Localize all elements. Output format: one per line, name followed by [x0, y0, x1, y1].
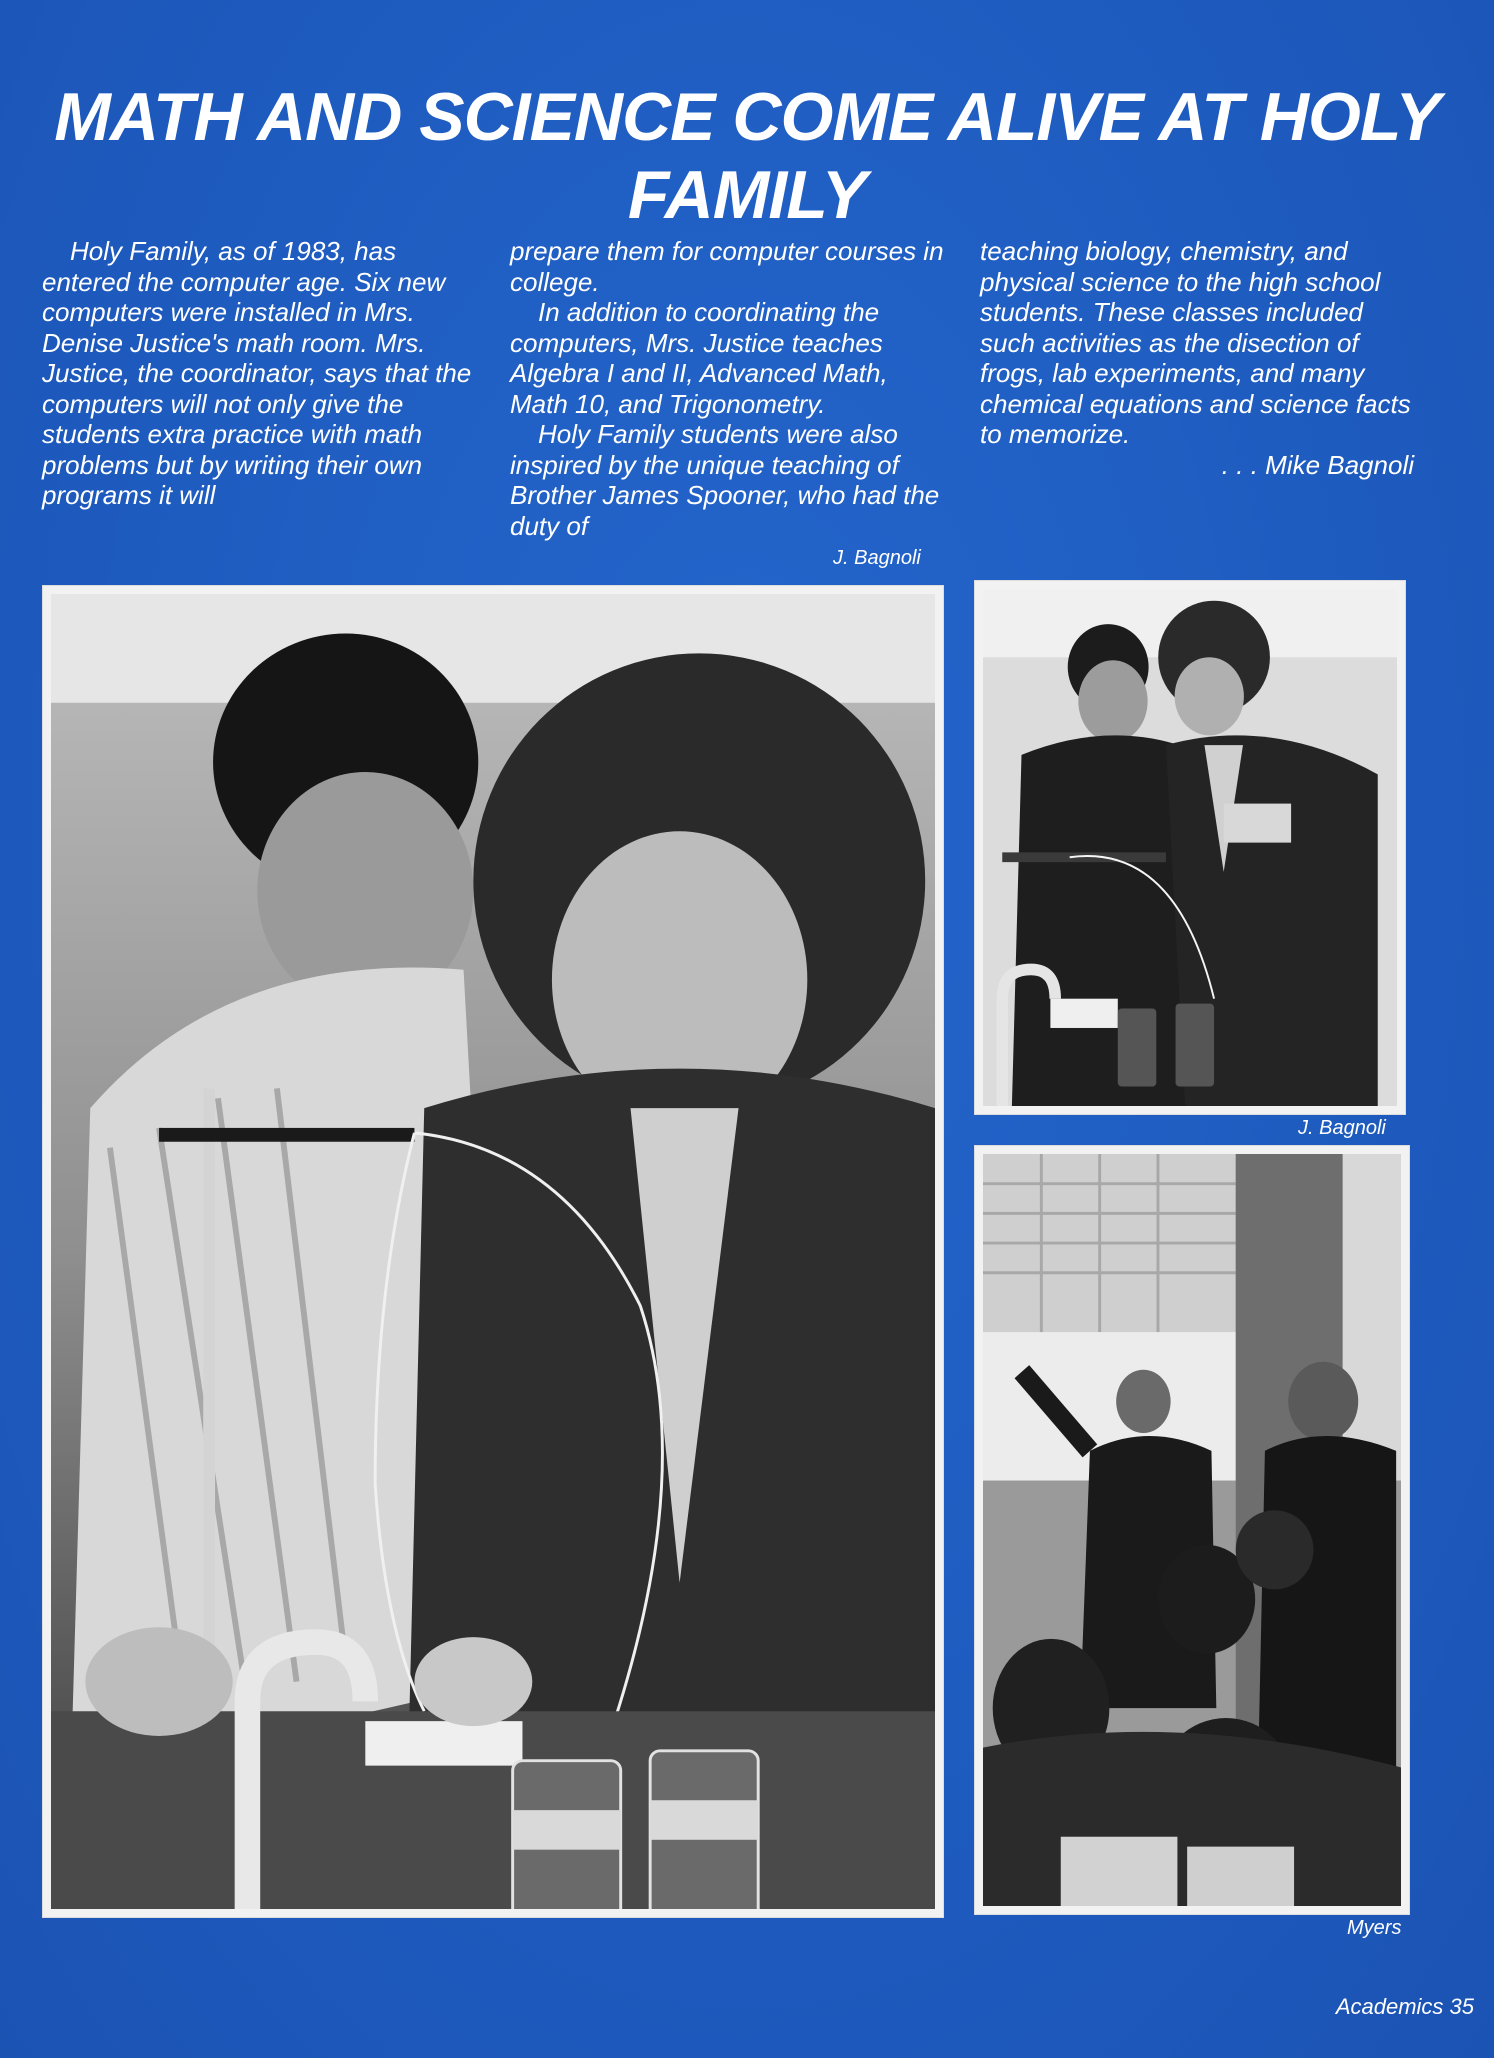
article-byline: . . . Mike Bagnoli	[1221, 449, 1414, 480]
top-right-photo	[974, 580, 1406, 1115]
bottom-right-photo-image	[983, 1154, 1401, 1906]
article-paragraph: teaching biology, chemistry, and physical science to the high school students. These classes included such activities as the disection of frogs, lab experiments, and many chemical equations and science facts to memorize.	[980, 236, 1411, 449]
photo-credit-main: J. Bagnoli	[833, 547, 921, 569]
main-photo	[42, 585, 944, 1918]
article-column-3	[980, 236, 1420, 480]
article-paragraph: Holy Family, as of 1983, has entered the computer age. Six new computers were installed in Mrs. Denise Justice's math room. Mrs. Justice, the coordinator, says that the computers will not only give the students extra practice with math problems but by writing their own programs it will	[42, 236, 472, 510]
article-paragraph: prepare them for computer courses in college.	[510, 236, 944, 297]
photo-credit-top-right: J. Bagnoli	[1298, 1117, 1386, 1139]
article-column-2	[510, 236, 950, 541]
bottom-right-photo	[974, 1145, 1410, 1915]
page-title: MATH AND SCIENCE COME ALIVE AT HOLY FAMILY	[54, 79, 1440, 233]
top-right-photo-image	[983, 589, 1397, 1106]
article-paragraph: In addition to coordinating the computers, Mrs. Justice teaches Algebra I and II, Advanced Math, Math 10, and Trigonometry.	[510, 297, 888, 419]
page-folio: Academics 35	[1335, 1994, 1474, 2019]
main-photo-image	[51, 594, 935, 1909]
article-column-1	[42, 236, 482, 511]
photo-credit-bottom-right: Myers	[1347, 1917, 1402, 1939]
article-paragraph: Holy Family students were also inspired by the unique teaching of Brother James Spooner, who had the duty of	[510, 419, 940, 541]
